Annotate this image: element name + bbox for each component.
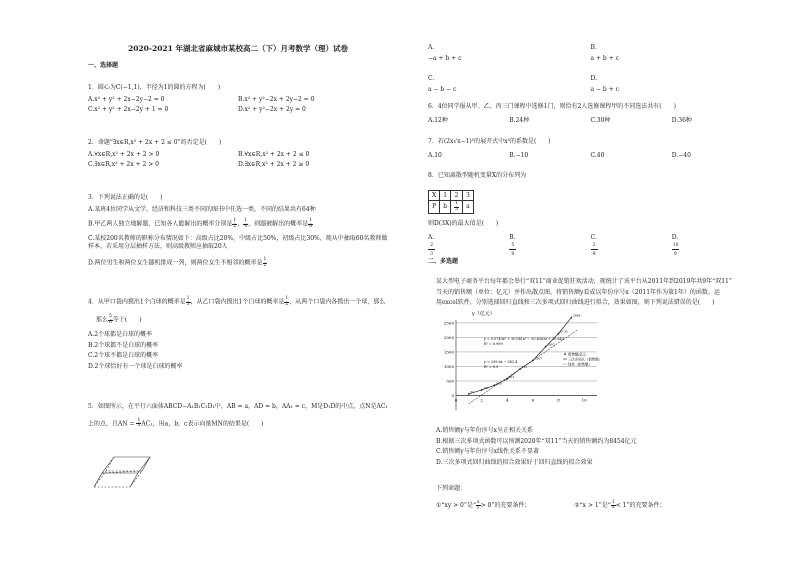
q8-cell: b <box>440 201 451 214</box>
q7-option-d[interactable]: D.−40 <box>671 151 691 159</box>
q4-stem-2: ，从乙口袋内摸出1个白球的概率是 <box>190 298 285 306</box>
q1-option-b[interactable]: B.x² + y²−2x + 2y−2 = 0 <box>238 95 315 103</box>
q8-frac-den: 3 <box>455 206 458 212</box>
q7-option-c[interactable]: C.40 <box>590 151 605 159</box>
q3-d-frac <box>263 258 268 268</box>
q8-cell: 2 <box>451 190 463 201</box>
x-tick-label: 8 <box>557 397 560 403</box>
q3-b-frac-3 <box>308 219 313 229</box>
chart-points <box>468 317 572 395</box>
q3-option-a[interactable]: A.某班4位同学从文学、经济和科技三类不同的图书中任选一类，不同的结果共有64种 <box>88 205 316 213</box>
q8-b-num: 5 <box>509 244 516 250</box>
data-point-label: 1207 <box>534 356 543 361</box>
q8-frac-num: 1 <box>455 201 458 206</box>
q5-option-c-label: C. <box>428 75 435 82</box>
q5-options <box>428 44 753 96</box>
chart-r2: R² = 0.9 <box>484 365 499 369</box>
q4-option-a[interactable]: A.2个球都是白球的概率 <box>88 331 153 338</box>
x-tick-label: 6 <box>531 397 535 403</box>
question-6 <box>428 103 753 127</box>
q9-option-b[interactable]: B.根据三次多项式函数可以预测2020年“双11”当天的销售额约为8454亿元 <box>436 437 637 445</box>
q4-frac-2-den: 2 <box>285 301 289 307</box>
q8-distribution-table <box>428 190 474 215</box>
y-tick-label: 1500 <box>443 349 454 355</box>
q10-item-1-b: > 0”的充要条件； <box>480 502 531 509</box>
q8-cell-frac <box>451 201 463 214</box>
q9-stem-2: 当天的销售额（单位：亿元）并作出散点图，将销售额y看成以年份序号x（2011年作为第1年）的函数。运 <box>436 288 720 296</box>
q8-b-label: B. <box>509 233 516 241</box>
q5-stem-1: 5．如图所示，在平行六面体ABCD−A₁B₁C₁D₁中，AB = a，AD = b，AA₁ = c，M是D₁D的中点，点N是AC₁ <box>88 403 388 410</box>
q8-option-b[interactable] <box>509 234 590 261</box>
chart-cubic-curve <box>469 318 572 394</box>
q5-stem-2a: 上的点，且AN = <box>88 420 137 427</box>
q10-item-2[interactable] <box>574 499 666 510</box>
q10-item-2-b: < 1”的充要条件； <box>615 502 666 509</box>
q8-frac <box>454 202 459 212</box>
q4-stem <box>88 297 388 307</box>
q10-item-2-den: x <box>612 505 615 510</box>
figure-edge-4 <box>106 457 114 471</box>
q10-item-1-num: x <box>477 499 480 505</box>
q7-option-b[interactable]: B.−10 <box>509 151 529 159</box>
parallelepiped-figure <box>88 433 158 491</box>
q1-option-a[interactable]: A.x² + y² + 2x−2y−2 = 0 <box>88 95 165 103</box>
q4-text-na: 那么 <box>96 316 109 324</box>
y-tick-label: 500 <box>446 378 454 384</box>
chart-ylabel: y（亿元） <box>472 311 495 317</box>
data-point-label: 52 <box>470 389 475 394</box>
page-title: 2020-2021 年湖北省麻城市某校高二（下）月考数学（理）试卷 <box>128 44 348 53</box>
y-tick-label: 0 <box>451 392 454 398</box>
data-point-label: 571 <box>508 374 515 379</box>
q3-b-frac-3-den: 8 <box>309 223 312 229</box>
chart-eq2: y = 299.6x − 583.4 <box>484 360 518 364</box>
q9-stem-3: 用excel软件，分别选择回归直线和三次多项式回归曲线进行拟合，效果如图，则下列说法错误的是( ) <box>436 299 715 306</box>
chart-legend <box>563 352 602 367</box>
q3-option-c[interactable]: C.某校200名教师的职称分布情况如下：高级占比20%，中级占比50%，初级占比30%，现从中抽取60名教师做样本，若采用分层抽样方法，则高级教师应抽取20人 <box>88 235 388 250</box>
y-tick-label: 2000 <box>443 334 454 340</box>
q8-c-label: C. <box>590 233 597 241</box>
q4-option-b[interactable]: B.2个球都不是白球的概率 <box>88 341 159 349</box>
q8-table-row-p <box>429 201 474 214</box>
question-2 <box>88 139 388 172</box>
x-tick-label: 10 <box>581 397 587 403</box>
q5-stem-3: AC₁，用a，b，c表示向量MN的结果是( ) <box>141 420 264 427</box>
q5-stem-2 <box>88 419 388 429</box>
q10-item-2-num: 1 <box>611 499 615 505</box>
section-multi-heading: 二、多选题 <box>428 258 459 265</box>
q8-cell: X <box>429 190 440 201</box>
q10-items <box>436 501 754 511</box>
q3-stem: 3．下列说法正确的是( ) <box>88 194 163 201</box>
data-point-label: 2684 <box>572 313 581 318</box>
question-1 <box>88 84 388 117</box>
q3-b-frac-1-den: 2 <box>233 223 237 229</box>
q10-item-1[interactable] <box>436 499 531 510</box>
q7-option-a[interactable]: A.10 <box>428 151 442 159</box>
q7-stem: 7．若(2x√x−1)⁵的展开式中x³的系数是( ) <box>428 138 551 145</box>
q4-frac-1-num: 1 <box>186 296 190 301</box>
q8-table-row-x <box>429 190 474 201</box>
q6-stem: 6．4位同学报从甲、乙、丙三门课程中选修1门，则恰有2人选修课程甲的不同选法共有( ) <box>428 103 676 110</box>
q4-stem-3: ，从两个口袋内各摸出一个球，那么 <box>289 298 386 306</box>
question-4 <box>88 297 388 373</box>
q1-stem: 1．圆心为C(−1,1)，半径为1的圆的方程为( ) <box>88 84 221 91</box>
y-tick-label: 2500 <box>443 320 454 326</box>
q2-option-c[interactable]: C.∃x∈R,x² + 2x + 2 > 0 <box>88 161 159 168</box>
data-point-label: 912 <box>521 365 528 370</box>
q8-c-frac <box>591 244 611 257</box>
q2-option-b[interactable]: B.∀x∈R,x² + 2x + 2 ≤ 0 <box>238 150 310 158</box>
question-10 <box>436 485 754 511</box>
q6-option-d[interactable]: D.36种 <box>671 116 692 124</box>
q9-option-a[interactable]: A.销售额y与年份序号x呈正相关关系 <box>436 427 534 434</box>
question-9 <box>436 278 754 307</box>
q8-cell: 3 <box>463 190 474 201</box>
q8-d-num: 10 <box>672 243 679 248</box>
q5-option-b[interactable]: B. a + b + c <box>591 44 754 62</box>
q4-stem-cont <box>96 315 388 325</box>
legend-item-points: 销售额/亿元 <box>568 352 587 357</box>
sales-scatter-chart <box>432 310 607 422</box>
q3-b-frac-1-num: 1 <box>233 218 237 223</box>
q5-option-b-label: B. <box>590 44 597 51</box>
legend-item-line: 线性（销售额） <box>568 362 592 367</box>
q8-stem: 8．已知离散型随机变量X的分布列为 <box>428 172 527 179</box>
q8-option-c[interactable] <box>591 234 672 261</box>
q5-frac-num: 1 <box>137 417 141 423</box>
q4-frac-3-num: 5 <box>109 314 112 319</box>
q3-d-frac-den: 2 <box>263 262 267 268</box>
question-3 <box>88 194 388 268</box>
q8-a-num: 2 <box>428 244 435 250</box>
q8-c-den: 9 <box>592 251 596 257</box>
q8-option-d[interactable] <box>672 234 753 261</box>
question-5 <box>88 403 388 493</box>
q9-stem-1: 某大型电子商务平台每年都会举行“双11”商业促销狂欢活动，现统计了该平台从2011年到2019年共9年“双11” <box>436 278 732 285</box>
figure-edge-2 <box>130 473 138 487</box>
figure-top-face <box>102 457 150 473</box>
figure-edge-3 <box>142 457 150 471</box>
q8-b-frac <box>509 244 529 257</box>
q4-frac-1-den: 3 <box>186 301 190 307</box>
x-tick-label: 2 <box>480 397 483 403</box>
q10-stem: 下列命题： <box>436 485 467 492</box>
data-point-label: 2135 <box>560 329 568 334</box>
q5-option-a[interactable]: A. −a + b + c <box>428 44 591 62</box>
q3-d-frac-num: 1 <box>263 257 267 262</box>
q8-d-frac <box>672 244 692 257</box>
q3-b-frac-2-den: 4 <box>244 223 248 229</box>
q3-b-text-1: B.甲乙两人独立地解题，已知各人能解出的概率分别是 <box>88 220 233 228</box>
q8-after: 则D(3X)的最大值是( ) <box>428 220 499 227</box>
q4-frac-2-num: 1 <box>285 296 289 301</box>
q5-frac-den: 3 <box>137 423 141 428</box>
q8-a-frac <box>428 244 448 257</box>
q8-cell: a <box>463 201 474 214</box>
q5-option-d[interactable]: D. a − b + c <box>591 75 754 93</box>
q3-b-text-2: ， <box>237 220 244 228</box>
q1-option-c[interactable]: C.x² + y² + 2x−2y + 1 = 0 <box>88 106 169 113</box>
q3-b-frac-2-num: 1 <box>244 218 248 223</box>
q8-d-label: D. <box>671 233 679 241</box>
q9-option-d[interactable]: D.三次多项式回归曲线的拟合效果好于回归直线的拟合效果 <box>436 458 593 466</box>
q5-option-d-label: D. <box>590 75 598 82</box>
q3-d-text: D.两位男生和两位女生随机排成一列，则两位女生不相邻的概率是 <box>88 259 263 267</box>
q2-option-a[interactable]: A.∀x∈R,x² + 2x + 2 > 0 <box>88 150 160 158</box>
q8-cell: P <box>429 201 440 214</box>
q10-item-1-a: ①“xy > 0”是“ <box>436 502 477 509</box>
question-7 <box>428 138 753 162</box>
q1-option-d[interactable]: D.x² + y²−2x + 2y = 0 <box>238 106 306 113</box>
q3-b-text-3: ，则题被解出的概率是 <box>248 220 309 228</box>
question-8 <box>428 172 753 263</box>
q8-b-den: 9 <box>511 251 515 257</box>
legend-marker-points <box>564 353 566 355</box>
figure-edge-1 <box>94 473 102 487</box>
q5-option-a-label: A. <box>428 44 435 51</box>
q8-cell: 1 <box>440 190 451 201</box>
q6-option-b[interactable]: B.24种 <box>509 116 530 124</box>
q4-frac-3-den: 6 <box>109 319 112 325</box>
q6-option-c[interactable]: C.30种 <box>590 116 611 124</box>
y-tick-label: 1000 <box>443 363 454 369</box>
q6-option-a[interactable]: A.12种 <box>428 116 448 124</box>
chart-eq1: y = 0.0743x³ + 30.041x² − 30.4363x + 20.643 <box>484 337 564 341</box>
q3-option-d[interactable] <box>88 258 388 268</box>
q3-b-frac-3-num: 1 <box>309 218 312 223</box>
q4-stem-1: 4．从甲口袋内摸出1个白球的概率是 <box>88 298 186 306</box>
q10-item-2-a: ②“x > 1”是“ <box>574 502 611 509</box>
q4-stem-4: 等于( ) <box>112 316 142 324</box>
q9-option-c[interactable]: C.销售额y与年份序号x线性关系不显著 <box>436 448 540 455</box>
q4-option-d[interactable]: D.2个球恰好有一个球是白球的概率 <box>88 362 183 370</box>
chart-y-ticks <box>444 320 455 398</box>
data-point-label: 1682 <box>547 342 555 347</box>
q2-stem: 2．命题“∃x∈R,x² + 2x + 2 ≤ 0”的否定是( ) <box>88 139 222 146</box>
legend-item-curve: 三次多项式（销售额） <box>568 357 602 362</box>
q8-a-label: A. <box>428 233 435 241</box>
q2-option-d[interactable]: D.∃x∈R,x² + 2x + 2 ≥ 0 <box>238 161 310 168</box>
chart-point-labels <box>470 314 580 394</box>
q8-option-a[interactable] <box>428 234 509 261</box>
section-choice-heading: 一、选择题 <box>88 62 119 69</box>
q9-options <box>436 427 754 469</box>
q10-item-1-den: y <box>477 505 480 510</box>
q8-a-den: 3 <box>430 251 433 257</box>
q5-option-c[interactable]: C. a − b − c <box>428 75 591 93</box>
x-tick-label: 4 <box>505 397 509 403</box>
data-point-label: 191 <box>483 385 489 390</box>
q4-option-c[interactable]: C.2个球不都是白球的概率 <box>88 352 159 359</box>
x-tick-label: 0 <box>454 397 458 403</box>
q8-c-num: 2 <box>591 244 598 250</box>
q3-option-b[interactable] <box>88 219 388 229</box>
chart-r1: R² = 0.999 <box>484 342 503 346</box>
data-point-label: 350 <box>495 381 502 386</box>
q8-d-den: 9 <box>673 251 677 257</box>
